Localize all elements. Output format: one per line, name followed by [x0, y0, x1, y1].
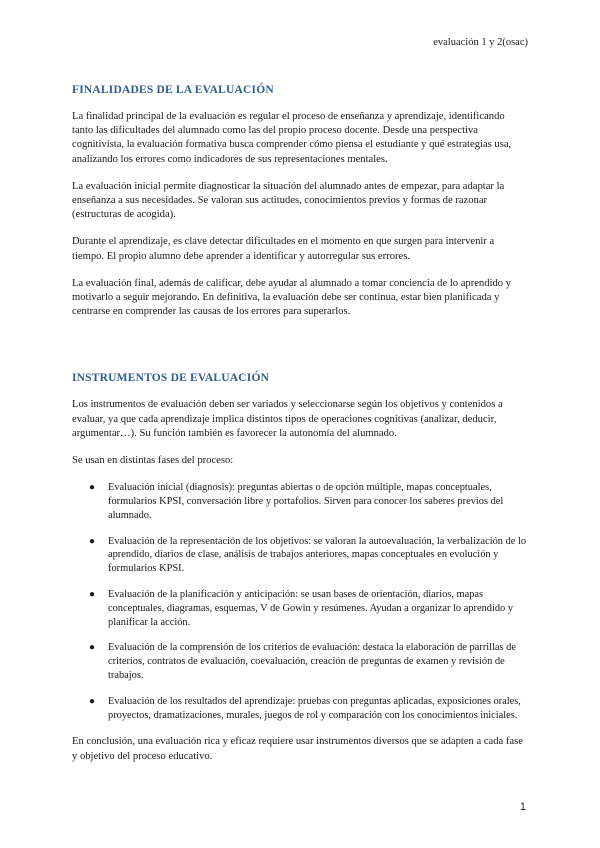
page-number: 1 — [519, 801, 526, 813]
section-title-finalidades: FINALIDADES DE LA EVALUACIÓN — [72, 84, 274, 96]
bullet-icon: ● — [89, 482, 96, 494]
list-item-text: Evaluación de la comprensión de los criterios de evaluación: destaca la elaboración de parrillas de criterios, contratos de evaluación, coevaluación, creación de preguntas de examen y revisión de trabajos. — [108, 642, 516, 682]
list-item — [72, 695, 527, 723]
list-item-text: Evaluación de la planificación y anticipación: se usan bases de orientación, diarios, mapas conceptuales, diagramas, esquemas, V de Gowin y resúmenes. Ayudan a organizar lo aprendido y planificar la acción. — [108, 589, 514, 628]
bullet-icon: ● — [89, 642, 96, 654]
document-body — [72, 84, 527, 777]
header-note: evaluación 1 y 2(osac) — [433, 37, 528, 48]
bullet-icon: ● — [89, 589, 96, 601]
list-item — [72, 641, 527, 682]
section-title-instrumentos: INSTRUMENTOS DE EVALUACIÓN — [72, 372, 270, 385]
section-spacer — [72, 332, 527, 372]
paragraph: La evaluación final, además de calificar, debe ayudar al alumnado a tomar conciencia de lo aprendido y motivarlo a seguir mejorando. En definitiva, la evaluación debe ser continua, estar bien planificada y centrarse en comprender las causas de los errores para superarlos. — [72, 277, 512, 318]
paragraph: Se usan en distintas fases del proceso: — [72, 455, 234, 467]
paragraph: La evaluación inicial permite diagnosticar la situación del alumnado antes de empezar, para adaptar la enseñanza a sus necesidades. Se valoran sus actitudes, conocimientos previos y formas de razonar (estructuras de acogida). — [72, 180, 505, 221]
paragraph: Los instrumentos de evaluación deben ser variados y seleccionarse según los objetivos y contenidos a evaluar, ya que cada aprendizaje implica distintos tipos de operaciones cognitivas (analizar, deducir, argumentar…). Su función también es favorecer la autonomía del alumnado. — [72, 399, 503, 439]
list-item-text: Evaluación de la representación de los objetivos: se valoran la autoevaluación, la verbalización de lo aprendido, diarios de clase, análisis de trabajos anteriores, mapas conceptuales en evolución y formularios KPSI. — [108, 535, 527, 575]
list-item — [72, 481, 527, 522]
paragraph: La finalidad principal de la evaluación es regular el proceso de enseñanza y aprendizaje, identificando tanto las dificultades del alumnado como las del propio proceso docente. Desde una perspectiva cognitivista, la evaluación formativa busca comprender cómo piensa el estudiante y qué estrategias usa, analizando los errores como indicadores de sus representaciones mentales. — [72, 111, 512, 165]
list-item-text: Evaluación inicial (diagnosis): preguntas abiertas o de opción múltiple, mapas conceptuales, formularios KPSI, conversación libre y portafolios. Sirven para conocer los saberes previos del alumnado. — [108, 482, 504, 521]
bullet-icon: ● — [89, 535, 96, 547]
paragraph: Durante el aprendizaje, es clave detectar dificultades en el momento en que surgen para intervenir a tiempo. El propio alumno debe aprender a identificar y autorregular sus errores. — [72, 236, 495, 262]
list-item — [72, 588, 527, 629]
bullet-icon: ● — [89, 695, 96, 707]
list-item-text: Evaluación de los resultados del aprendizaje: pruebas con preguntas aplicadas, exposiciones orales, proyectos, dramatizaciones, murales, juegos de rol y comparación con los conocimientos iniciales. — [108, 695, 521, 721]
list-item — [72, 535, 527, 576]
bullet-list — [72, 481, 527, 722]
conclusion-paragraph: En conclusión, una evaluación rica y eficaz requiere usar instrumentos diversos que se adapten a cada fase y objetivo del proceso educativo. — [72, 736, 523, 762]
